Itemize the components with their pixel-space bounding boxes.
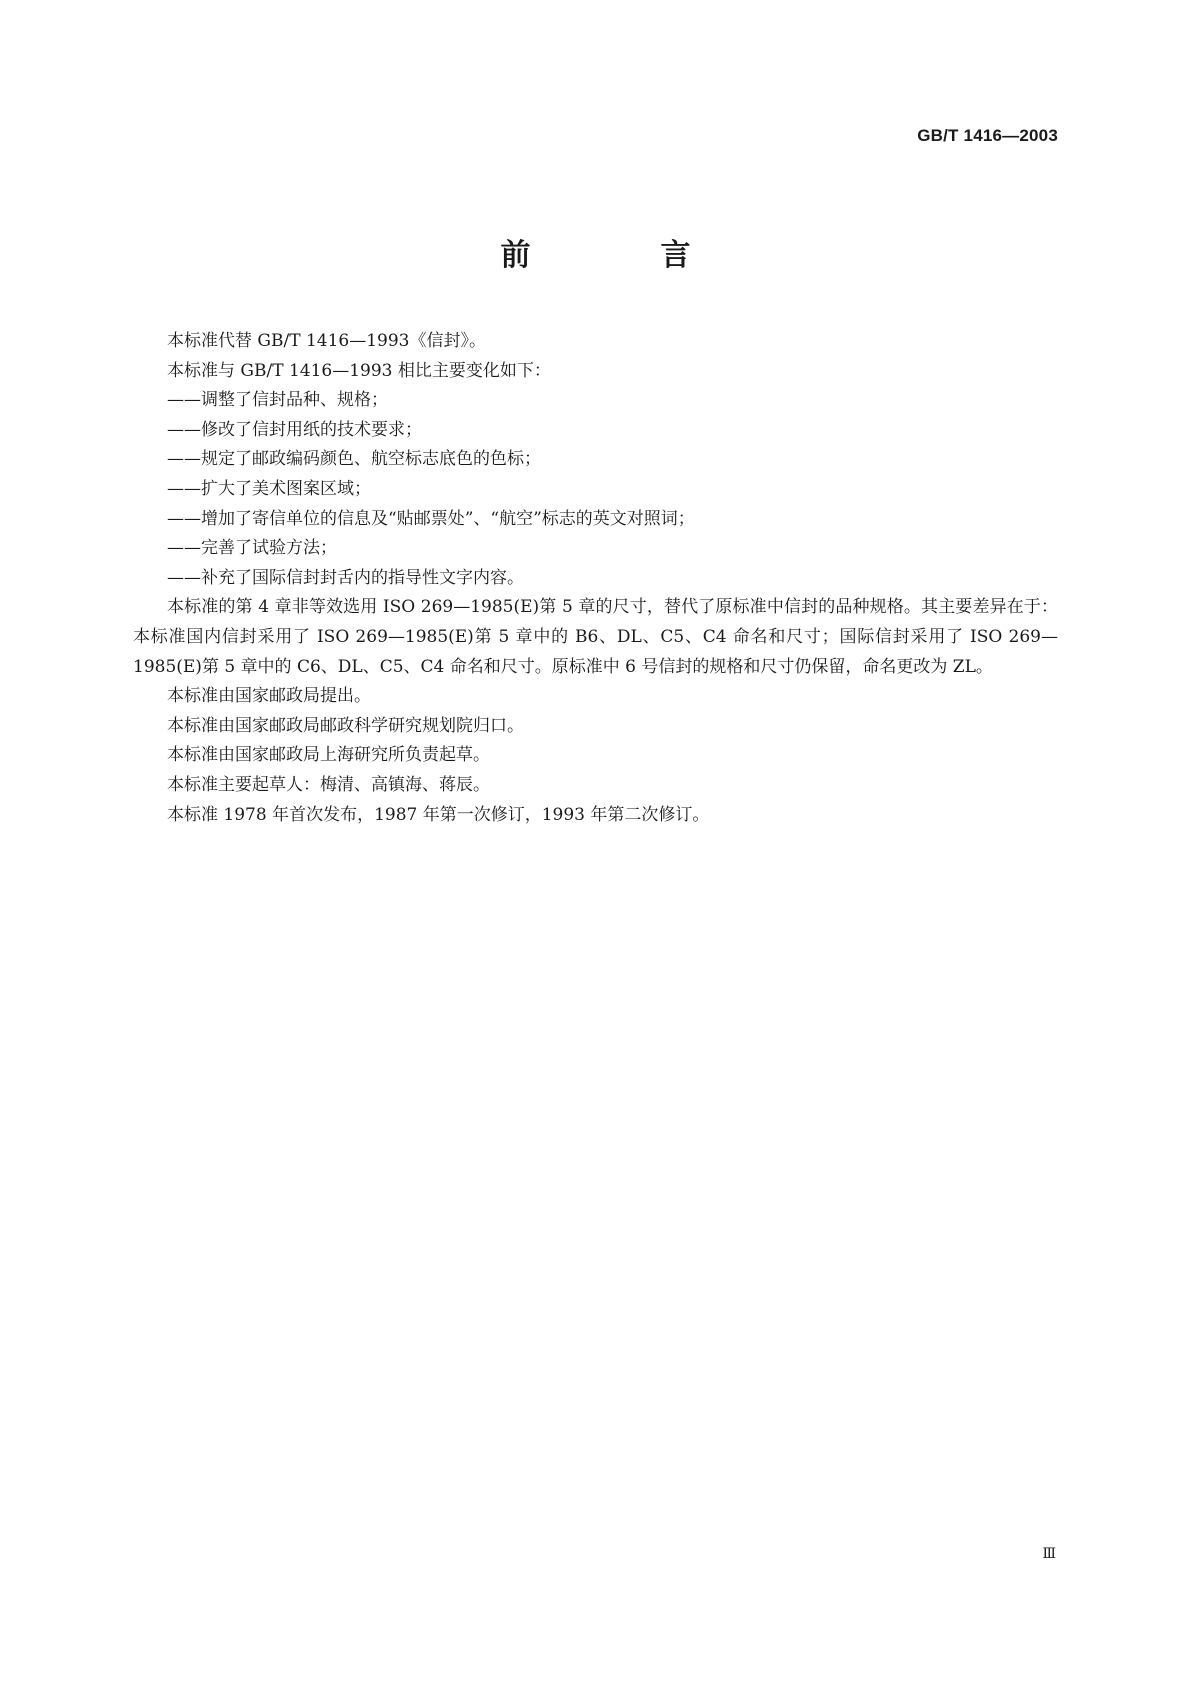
paragraph-drafters: 本标准主要起草人：梅清、高镇海、蒋辰。 (167, 774, 490, 795)
paragraph-drafter-org: 本标准由国家邮政局上海研究所负责起草。 (167, 745, 490, 766)
change-item: ——扩大了美术图案区域； (167, 478, 371, 499)
change-item: ——规定了邮政编码颜色、航空标志底色的色标； (167, 449, 541, 470)
page-number: Ⅲ (1042, 1546, 1056, 1562)
foreword-body (133, 327, 1058, 830)
paragraph-administrator: 本标准由国家邮政局邮政科学研究规划院归口。 (167, 715, 524, 736)
paragraph-changes-intro: 本标准与 GB/T 1416—1993 相比主要变化如下： (167, 360, 551, 381)
paragraph-iso-reference: 本标准的第 4 章非等效选用 ISO 269—1985(E)第 5 章的尺寸，替代了原标准中信封的品种规格。其主要差异在于：本标准国内信封采用了 ISO 269—1985(E)第 5 章中的 B6、DL、C5、C4 命名和尺寸；国际信封采用了 ISO 269—1985(E)第 5 章中的 C6、DL、C5、C4 命名和尺寸。原标准中 6 号信封的规格和尺寸仍保留，命名更改为 ZL。 (133, 597, 1058, 677)
paragraph-history: 本标准 1978 年首次发布，1987 年第一次修订，1993 年第二次修订。 (167, 804, 710, 825)
standard-number: GB/T 1416—2003 (917, 126, 1058, 145)
paragraph-proposer: 本标准由国家邮政局提出。 (167, 686, 371, 707)
change-item: ——完善了试验方法； (167, 538, 337, 559)
page-title: 前 言 (500, 238, 741, 273)
change-item: ——调整了信封品种、规格； (167, 390, 388, 411)
change-item: ——增加了寄信单位的信息及“贴邮票处”、“航空”标志的英文对照词； (167, 508, 695, 529)
paragraph-replaces: 本标准代替 GB/T 1416—1993《信封》。 (167, 331, 486, 351)
change-item: ——修改了信封用纸的技术要求； (167, 419, 422, 440)
change-item: ——补充了国际信封封舌内的指导性文字内容。 (167, 567, 524, 588)
